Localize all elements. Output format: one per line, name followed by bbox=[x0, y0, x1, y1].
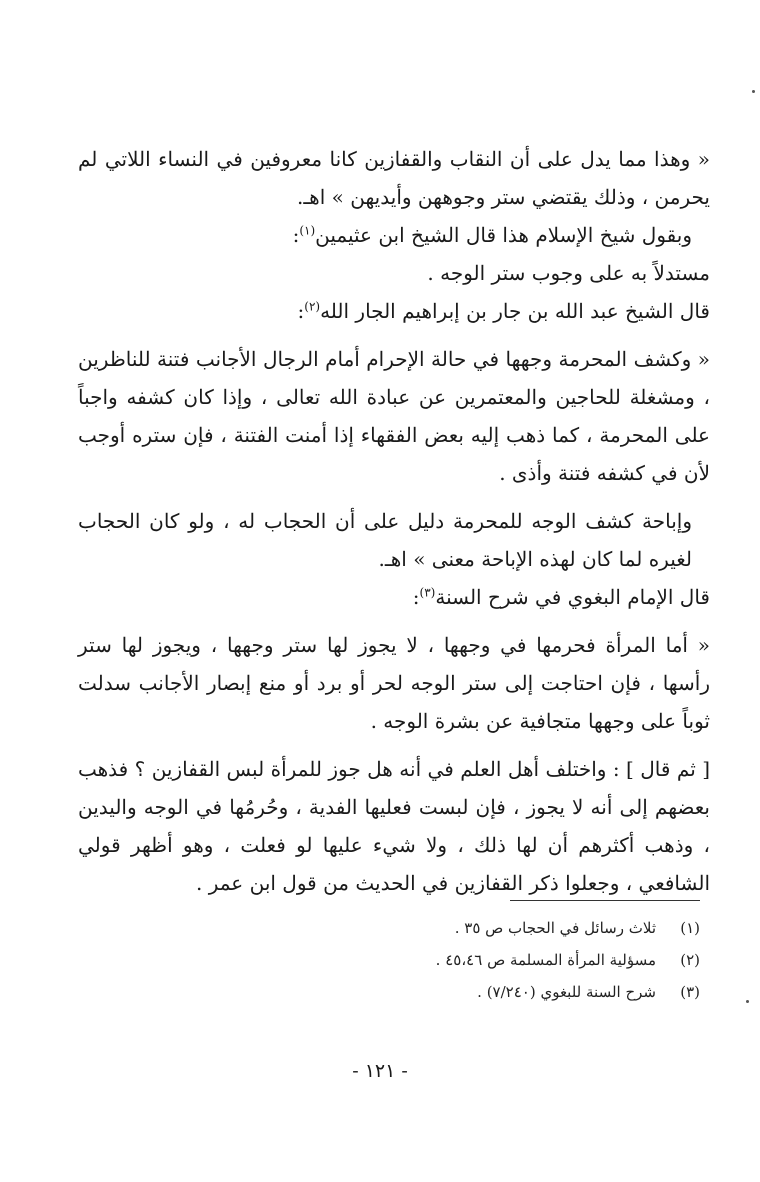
quote-paragraph-5: « وكشف المحرمة وجهها في حالة الإحرام أمام الرجال الأجانب فتنة للناظرين ، ومشغلة للحاجين والمعتمرين عن عبادة الله تعالى ، وإذا كان كشفه واجباً على المحرمة ، كما ذهب إليه بعض الفقهاء إذا أمنت الفتنة ، فإن ستره أوجب لأن في كشفه فتنة وأذى . bbox=[78, 347, 710, 485]
scan-speck bbox=[752, 90, 755, 93]
footnote-number: (٣) bbox=[680, 983, 700, 1001]
paragraph-2 bbox=[78, 216, 710, 254]
footnotes bbox=[140, 912, 700, 1008]
paragraph-2-colon: : bbox=[292, 223, 300, 247]
footnote-ref-3[interactable]: (٣) bbox=[419, 585, 436, 600]
quote-paragraph-8: « أما المرأة فحرمها في وجهها ، لا يجوز لها ستر وجهها ، ويجوز لها ستر رأسها ، فإن احتاجت إلى ستر الوجه لحر أو برد أو منع إبصار الأجانب سدلت ثوباً على وجهها متجافية عن بشرة الوجه . bbox=[78, 633, 710, 733]
paragraph-4-text: قال الشيخ عبد الله بن جار بن إبراهيم الجار الله bbox=[320, 299, 710, 323]
page-number: - ١٢١ - bbox=[352, 1060, 408, 1082]
scan-speck bbox=[746, 1000, 749, 1003]
footnote-ref-1[interactable]: (١) bbox=[299, 223, 316, 238]
footnote-text: ثلاث رسائل في الحجاب ص ٣٥ . bbox=[454, 919, 656, 937]
paragraph-7-text: قال الإمام البغوي في شرح السنة bbox=[435, 585, 710, 609]
footnote-number: (٢) bbox=[680, 951, 700, 969]
paragraph-4-colon: : bbox=[297, 299, 305, 323]
footnote-ref-2[interactable]: (٢) bbox=[304, 299, 321, 314]
paragraph-6: وإباحة كشف الوجه للمحرمة دليل على أن الحجاب له ، ولو كان الحجاب لغيره لما كان لهذه الإباحة معنى » اهـ. bbox=[78, 509, 692, 571]
footnote-2 bbox=[140, 944, 700, 976]
page-body bbox=[78, 140, 710, 902]
paragraph-9: [ ثم قال ] : واختلف أهل العلم في أنه هل جوز للمرأة لبس القفازين ؟ فذهب بعضهم إلى أنه لا يجوز ، فإن لبست فعليها الفدية ، وحُرمُها في الوجه واليدين ، وذهب أكثرهم أن لها ذلك ، ولا شيء عليها لو فعلت ، وهو أظهر قولي الشافعي ، وجعلوا ذكر القفازين في الحديث من قول ابن عمر . bbox=[78, 757, 710, 895]
paragraph-4 bbox=[78, 292, 710, 330]
footnote-text: شرح السنة للبغوي (٧/٢٤٠) . bbox=[477, 983, 656, 1001]
paragraph-2-text: وبقول شيخ الإسلام هذا قال الشيخ ابن عثيمين bbox=[315, 223, 692, 247]
footnote-divider bbox=[510, 900, 700, 901]
footnote-number: (١) bbox=[680, 919, 700, 937]
footnote-3 bbox=[140, 976, 700, 1008]
footnote-text: مسؤلية المرأة المسلمة ص ٤٥،٤٦ . bbox=[435, 951, 656, 969]
quote-paragraph-1: « وهذا مما يدل على أن النقاب والقفازين كانا معروفين في النساء اللاتي لم يحرمن ، وذلك يقتضي ستر وجوههن وأيديهن » اهـ. bbox=[78, 147, 710, 209]
paragraph-7 bbox=[78, 578, 710, 616]
paragraph-7-colon: : bbox=[412, 585, 420, 609]
paragraph-3: مستدلاً به على وجوب ستر الوجه . bbox=[427, 261, 710, 285]
footnote-1 bbox=[140, 912, 700, 944]
